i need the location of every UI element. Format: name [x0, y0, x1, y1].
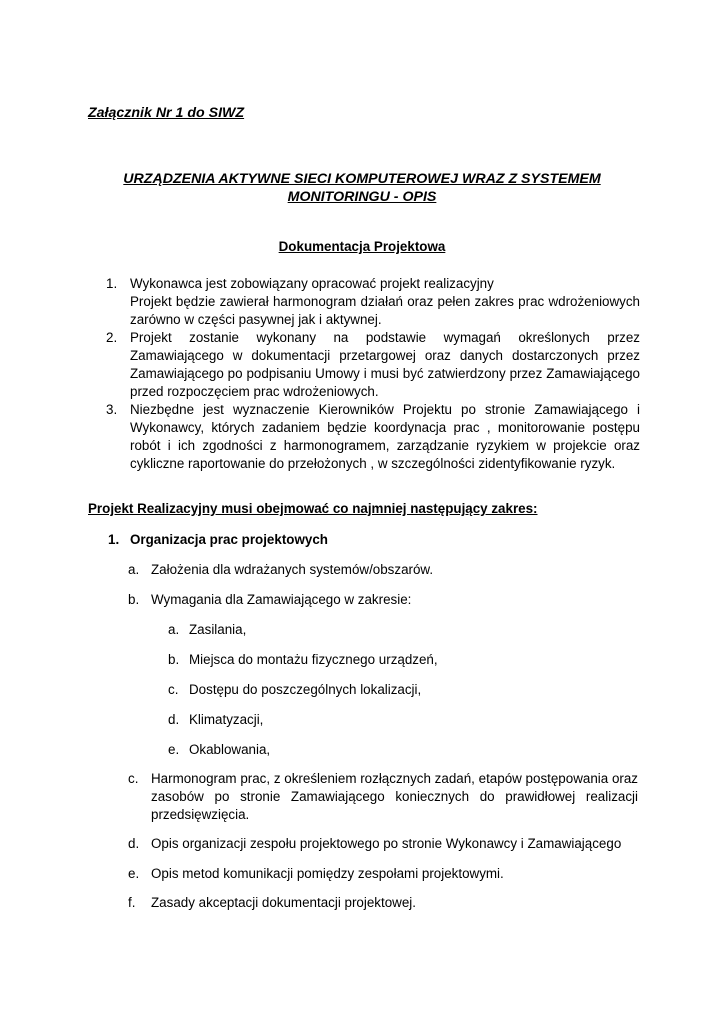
sub-item-text: Dostępu do poszczególnych lokalizacji,	[189, 682, 422, 697]
sub-item-text: Okablowania,	[189, 742, 271, 757]
list-item-a	[128, 561, 638, 579]
sub-item-e	[168, 741, 270, 759]
sub-item-text: Zasilania,	[189, 622, 247, 637]
sub-item-text: Miejsca do montażu fizycznego urządzeń,	[189, 652, 438, 667]
sub-item-d	[168, 711, 263, 729]
list-item-text: Zasady akceptacji dokumentacji projektowej.	[151, 895, 416, 910]
org-section-marker: 1.	[108, 532, 120, 547]
numbered-item-2	[88, 329, 640, 401]
list-item-marker: b.	[128, 592, 140, 607]
list-item-text: Wymagania dla Zamawiającego w zakresie:	[151, 592, 412, 607]
sub-item-marker: d.	[168, 712, 180, 727]
item-1-text: Projekt będzie zawierał harmonogram działań oraz pełen zakres prac wdrożeniowych zarówno w części pasywnej jak i aktywnej.	[130, 294, 640, 327]
section-title: Dokumentacja Projektowa	[278, 239, 446, 254]
list-item-f	[128, 894, 638, 912]
list-item-text: Opis organizacji zespołu projektowego po stronie Wykonawcy i Zamawiającego	[151, 836, 622, 851]
main-title-line-1: URZĄDZENIA AKTYWNE SIECI KOMPUTEROWEJ WRAZ Z SYSTEMEM	[123, 171, 601, 187]
list-item-marker: e.	[128, 866, 140, 881]
sub-item-a	[168, 621, 246, 639]
sub-item-marker: c.	[168, 682, 179, 697]
list-item-marker: a.	[128, 562, 140, 577]
item-3-text: Niezbędne jest wyznaczenie Kierowników Projektu po stronie Zamawiającego i Wykonawcy, których zadaniem będzie koordynacja prac , monitorowanie postępu robót i ich zgodności z harmonogramem, zarządzanie ryzykiem w projekcie oraz cykliczne raportowanie do przełożonych , w szczególności zidentyfikowanie ryzyk.	[130, 402, 640, 471]
numbered-item-3	[88, 401, 640, 473]
numbered-list	[88, 275, 640, 473]
list-item-b	[128, 591, 638, 609]
list-item-text: Opis metod komunikacji pomiędzy zespołami projektowymi.	[151, 866, 504, 881]
sub-item-marker: b.	[168, 652, 180, 667]
item-marker: 3.	[106, 402, 118, 417]
list-item-text: Założenia dla wdrażanych systemów/obszarów.	[151, 562, 434, 577]
item-2-text: Projekt zostanie wykonany na podstawie wymagań określonych przez Zamawiającego w dokumentacji przetargowej oraz danych dostarczonych przez Zamawiającego po podpisaniu Umowy i musi być zatwierdzony przez Zamawiającego przed rozpoczęciem prac wdrożeniowych.	[130, 330, 640, 399]
list-item-d	[128, 835, 638, 853]
list-item-marker: f.	[128, 895, 136, 910]
list-item-c	[128, 770, 638, 824]
list-item-text: Harmonogram prac, z określeniem rozłącznych zadań, etapów postępowania oraz zasobów po stronie Zamawiającego koniecznych do prawidłowej realizacji przedsięwzięcia.	[151, 771, 638, 822]
item-marker: 2.	[106, 330, 118, 345]
numbered-item-1	[88, 275, 640, 329]
list-item-marker: c.	[128, 771, 139, 786]
main-title-line-2: MONITORINGU - OPIS	[287, 189, 437, 205]
item-marker: 1.	[106, 276, 118, 291]
sub-item-b	[168, 651, 438, 669]
scope-title: Projekt Realizacyjny musi obejmować co najmniej następujący zakres:	[88, 501, 538, 516]
sub-item-text: Klimatyzacji,	[189, 712, 264, 727]
org-section-text: Organizacja prac projektowych	[130, 532, 328, 547]
sub-item-c	[168, 681, 421, 699]
main-title	[100, 170, 624, 206]
sub-item-marker: e.	[168, 742, 180, 757]
list-item-marker: d.	[128, 836, 140, 851]
annex-label: Załącznik Nr 1 do SIWZ	[88, 105, 245, 121]
sub-item-marker: a.	[168, 622, 180, 637]
item-1-first-line: Wykonawca jest zobowiązany opracować projekt realizacyjny	[130, 276, 494, 291]
list-item-e	[128, 865, 638, 883]
